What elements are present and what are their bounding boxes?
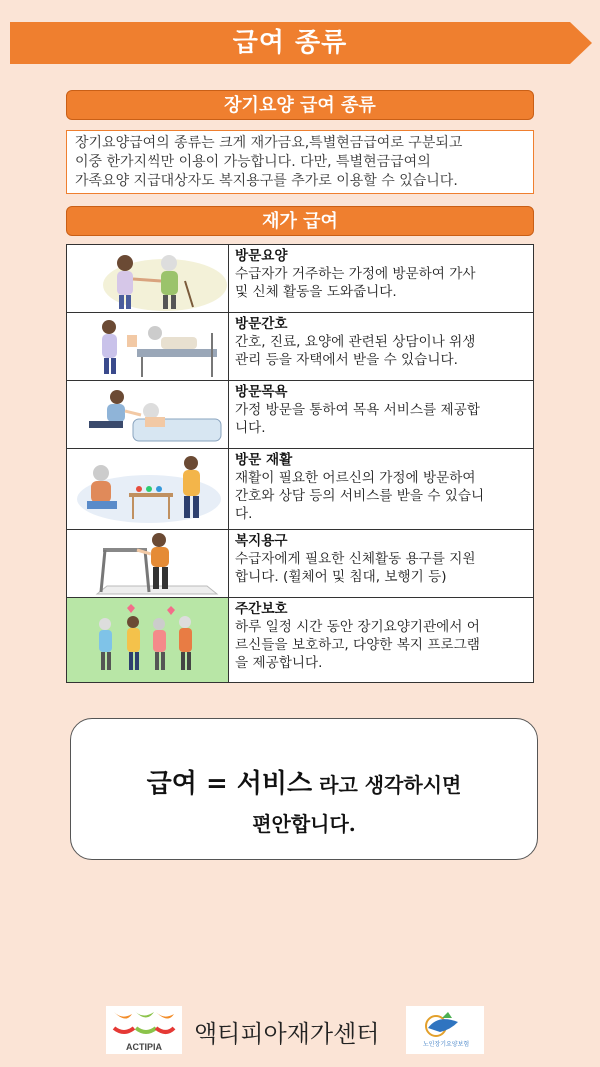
callout-line-2: 편안합니다. — [252, 812, 356, 836]
section-title-ltc: 장기요양 급여 종류 — [66, 90, 534, 120]
intro-text — [66, 130, 534, 194]
service-desc-line: 간호와 상담 등의 서비스를 받을 수 있습니 — [235, 488, 485, 504]
service-desc-line: 르신들을 보호하고, 다양한 복지 프로그램 — [235, 637, 480, 653]
service-desc-line: 수급자에게 필요한 신체활동 용구를 지원 — [235, 551, 476, 567]
footer — [106, 1006, 486, 1054]
service-illustration-cell — [67, 449, 229, 530]
service-text-cell — [229, 245, 534, 313]
center-name: 액티피아재가센터 — [194, 1020, 380, 1048]
service-desc-line: 가정 방문을 통하여 목욕 서비스를 제공합 — [235, 402, 480, 418]
table-row — [67, 449, 534, 530]
service-desc-line: 관리 등을 자택에서 받을 수 있습니다. — [235, 352, 458, 368]
intro-line: 이중 한가지씩만 이용이 가능합니다. 다만, 특별현금급여의 — [75, 154, 431, 170]
table-row — [67, 381, 534, 449]
service-text-cell — [229, 313, 534, 381]
actipia-logo — [106, 1006, 182, 1054]
service-text-cell — [229, 381, 534, 449]
services-table — [66, 244, 534, 683]
callout-line-1 — [71, 763, 537, 800]
bathing-illustration — [67, 381, 228, 448]
service-illustration-cell — [67, 245, 229, 313]
ltc-insurance-logo — [406, 1006, 484, 1054]
ltc-logo-text: 노인장기요양보험 — [422, 1041, 470, 1048]
rehab-illustration — [67, 449, 228, 529]
service-desc-line: 수급자가 거주하는 가정에 방문하여 가사 — [235, 266, 476, 282]
service-text-cell — [229, 530, 534, 598]
day-care-illustration — [67, 598, 228, 682]
service-illustration-cell — [67, 381, 229, 449]
page-title-banner — [10, 22, 592, 64]
callout-emphasis: 급여 = 서비스 — [146, 769, 313, 799]
walker-illustration — [67, 530, 228, 597]
callout-rest: 라고 생각하시면 — [319, 773, 462, 797]
intro-line: 가족요양 지급대상자도 복지용구를 추가로 이용할 수 있습니다. — [75, 173, 458, 189]
callout-box — [70, 718, 538, 860]
service-illustration-cell — [67, 530, 229, 598]
table-row — [67, 598, 534, 683]
service-illustration-cell — [67, 313, 229, 381]
service-desc-line: 하루 일정 시간 동안 장기요양기관에서 어 — [235, 619, 480, 635]
service-title: 방문요양 — [235, 248, 288, 264]
service-title: 복지용구 — [235, 533, 288, 549]
service-title: 방문목욕 — [235, 384, 288, 400]
table-row — [67, 245, 534, 313]
service-desc-line: 간호, 진료, 요양에 관련된 상담이나 위생 — [235, 334, 476, 350]
intro-line: 장기요양급여의 종류는 크게 재가금요,특별현금급여로 구분되고 — [75, 135, 463, 151]
ltc-insurance-logo-icon — [406, 1006, 484, 1054]
service-text-cell — [229, 598, 534, 683]
section-title-home: 재가 급여 — [66, 206, 534, 236]
service-desc-line: 합니다. (휠체어 및 침대, 보행기 등) — [235, 569, 447, 585]
home-care-illustration — [67, 245, 228, 312]
service-desc-line: 재활이 필요한 어르신의 가정에 방문하여 — [235, 470, 476, 486]
table-row — [67, 313, 534, 381]
service-title: 방문 재활 — [235, 452, 293, 468]
actipia-logo-icon — [106, 1006, 182, 1054]
service-illustration-cell — [67, 598, 229, 683]
table-row — [67, 530, 534, 598]
service-title: 방문간호 — [235, 316, 288, 332]
service-desc-line: 을 제공합니다. — [235, 655, 323, 671]
service-title: 주간보호 — [235, 601, 288, 617]
page-title: 급여 종류 — [232, 28, 348, 58]
actipia-logo-text: ACTIPIA — [126, 1042, 162, 1052]
service-text-cell — [229, 449, 534, 530]
service-desc-line: 다. — [235, 506, 253, 522]
home-nursing-illustration — [67, 313, 228, 380]
service-desc-line: 및 신체 활동을 도와줍니다. — [235, 284, 397, 300]
service-desc-line: 니다. — [235, 420, 266, 436]
